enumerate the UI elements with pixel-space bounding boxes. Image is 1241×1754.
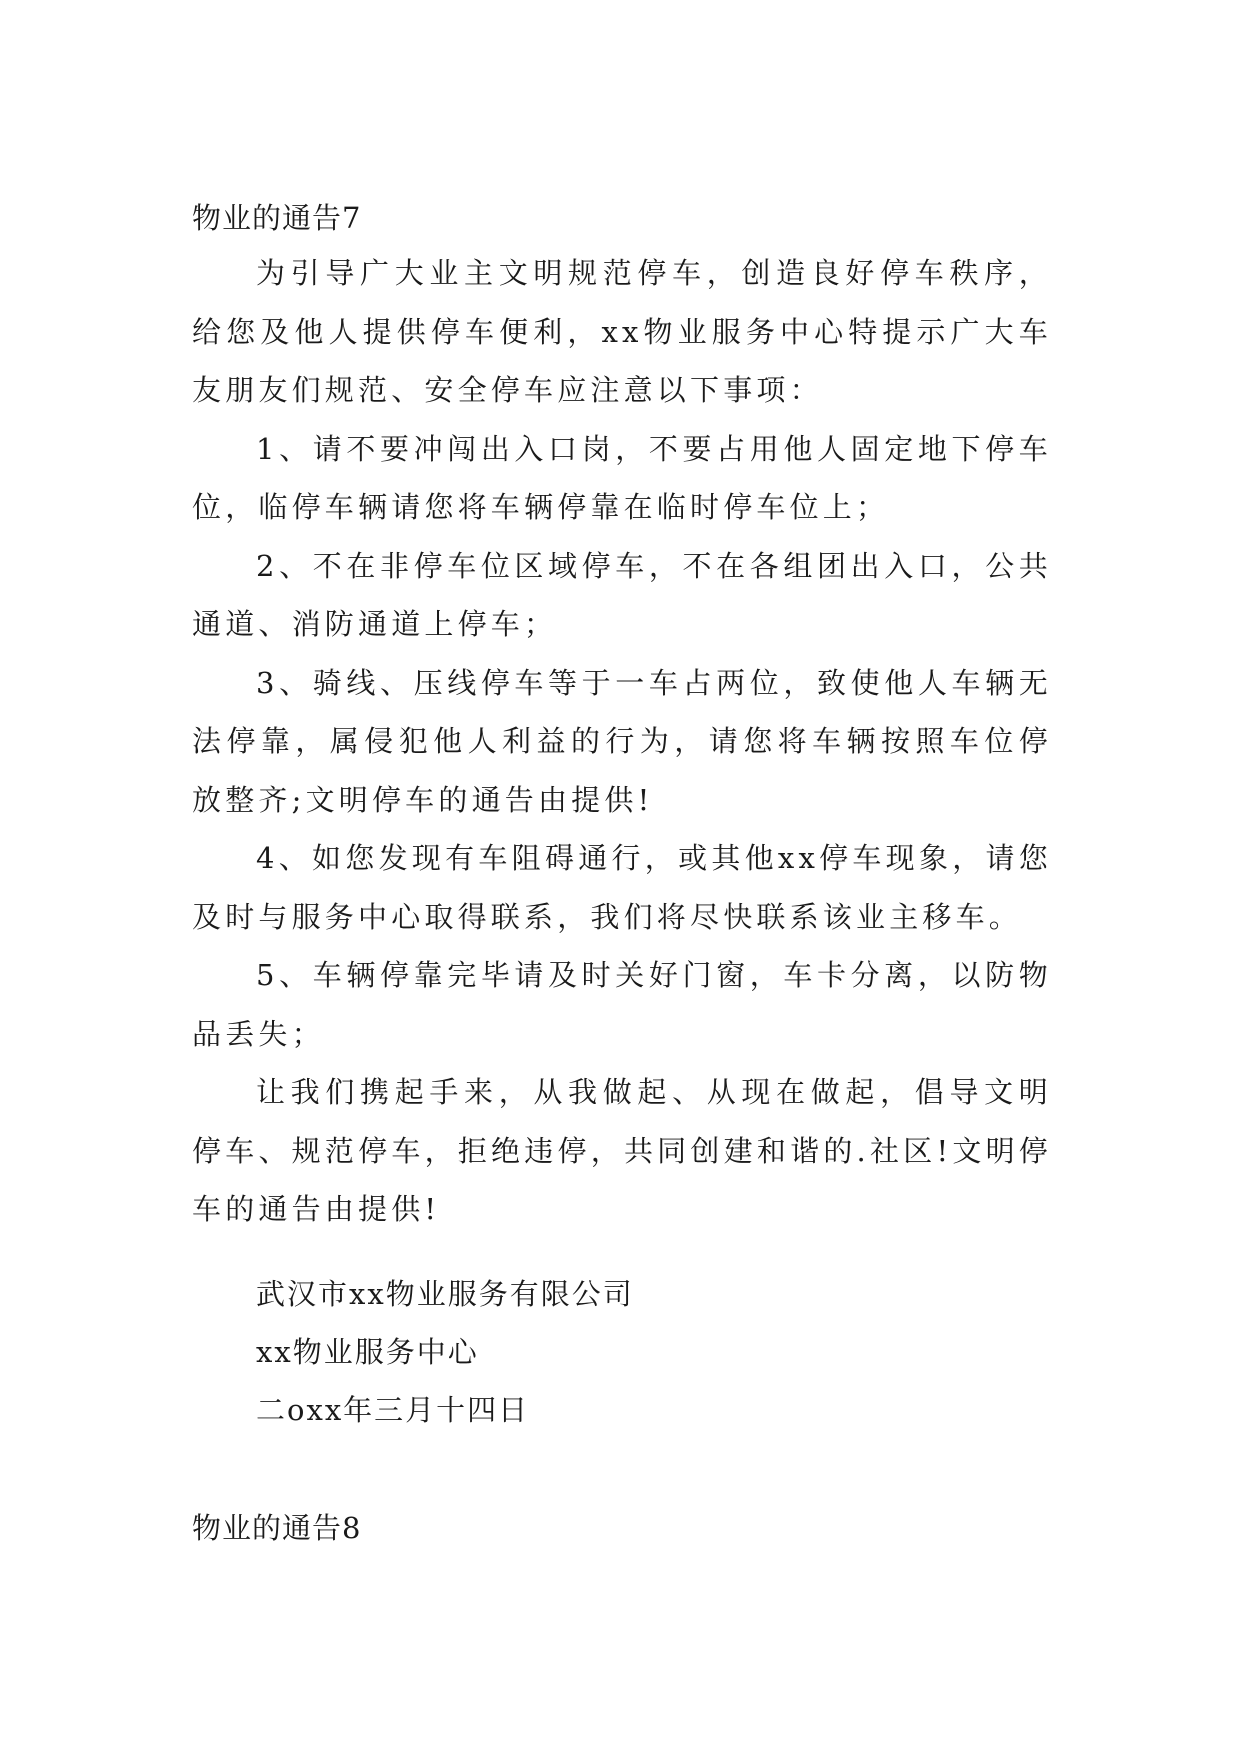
paragraph-item-4: 4、如您发现有车阻碍通行，或其他xx停车现象，请您及时与服务中心取得联系，我们将尽快联系该业主移车。 (192, 841, 1052, 934)
paragraph-item-2: 2、不在非停车位区域停车，不在各组团出入口，公共通道、消防通道上停车； (192, 548, 1052, 641)
section-title-7: 物业的通告7 (192, 201, 362, 235)
paragraph-intro: 为引导广大业主文明规范停车，创造良好停车秩序，给您及他人提供停车便利，xx物业服务中心特提示广大车友朋友们规范、安全停车应注意以下事项： (192, 256, 1052, 407)
notice-body (192, 244, 1052, 1239)
paragraph-item-5: 5、车辆停靠完毕请及时关好门窗，车卡分离，以防物品丢失； (192, 958, 1052, 1051)
signature-center: xx物业服务中心 (256, 1335, 479, 1369)
signature-date: 二oxx年三月十四日 (256, 1393, 530, 1427)
section-title-8: 物业的通告8 (192, 1511, 362, 1545)
paragraph-item-3: 3、骑线、压线停车等于一车占两位，致使他人车辆无法停靠，属侵犯他人利益的行为，请您将车辆按照车位停放整齐;文明停车的通告由提供! (192, 665, 1052, 817)
paragraph-item-1: 1、请不要冲闯出入口岗，不要占用他人固定地下停车位，临停车辆请您将车辆停靠在临时停车位上； (192, 431, 1052, 524)
signature-company: 武汉市xx物业服务有限公司 (256, 1277, 634, 1311)
paragraph-closing: 让我们携起手来，从我做起、从现在做起，倡导文明停车、规范停车，拒绝违停，共同创建和谐的.社区!文明停车的通告由提供! (192, 1075, 1052, 1226)
